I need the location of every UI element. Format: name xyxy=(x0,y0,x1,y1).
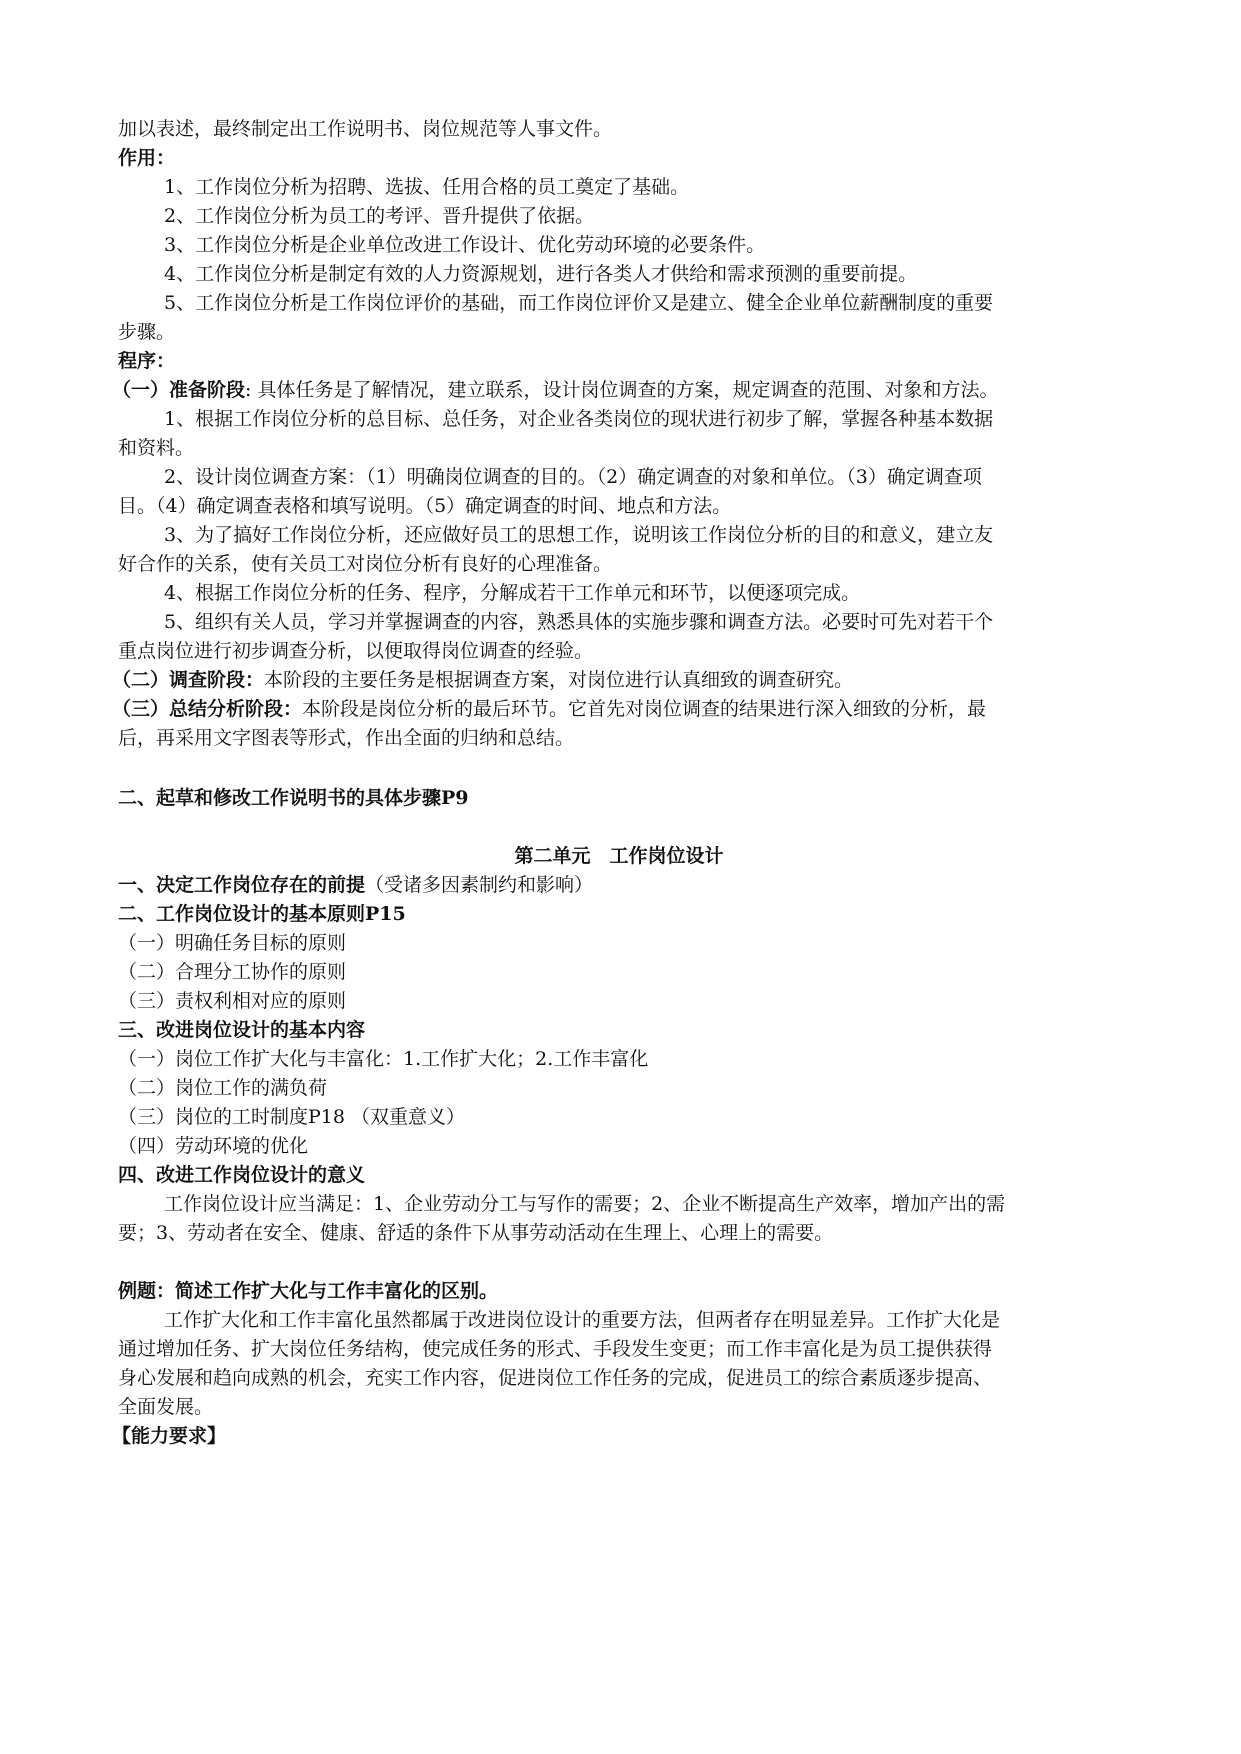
text-line: 通过增加任务、扩大岗位任务结构，使完成任务的形式、手段发生变更；而工作丰富化是为员工提供获得 xyxy=(118,1338,993,1360)
text-line: 好合作的关系，使有关员工对岗位分析有良好的心理准备。 xyxy=(118,553,613,575)
example-heading: 例题：简述工作扩大化与工作丰富化的区别。 xyxy=(118,1280,499,1302)
text-line: 4、根据工作岗位分析的任务、程序，分解成若干工作单元和环节，以便逐项完成。 xyxy=(164,582,861,604)
text-line: 4、工作岗位分析是制定有效的人力资源规划，进行各类人才供给和需求预测的重要前提。 xyxy=(164,263,918,285)
list-item: （一）岗位工作扩大化与丰富化：1.工作扩大化；2.工作丰富化 xyxy=(118,1048,649,1070)
text-line: 步骤。 xyxy=(118,321,176,343)
text-line xyxy=(118,872,593,898)
stage-label: （一）准备阶段 xyxy=(112,379,246,401)
text-line: 后，再采用文字图表等形式，作出全面的归纳和总结。 xyxy=(118,727,575,749)
section-heading: 一、决定工作岗位存在的前提 xyxy=(118,874,366,896)
text-line: 要；3、劳动者在安全、健康、舒适的条件下从事劳动活动在生理上、心理上的需要。 xyxy=(118,1222,834,1244)
text-line: 5、工作岗位分析是工作岗位评价的基础，而工作岗位评价又是建立、健全企业单位薪酬制度的重要 xyxy=(164,292,994,314)
text-line: 全面发展。 xyxy=(118,1396,214,1418)
text-line: 5、组织有关人员，学习并掌握调查的内容，熟悉具体的实施步骤和调查方法。必要时可先对若干个 xyxy=(164,611,994,633)
stage-label: （三）总结分析阶段： xyxy=(112,698,303,720)
list-item: （三）责权利相对应的原则 xyxy=(118,990,347,1012)
text-line: 工作扩大化和工作丰富化虽然都属于改进岗位设计的重要方法，但两者存在明显差异。工作扩大化是 xyxy=(164,1309,1001,1331)
text-line xyxy=(112,377,998,403)
text-line: 1、工作岗位分析为招聘、选拔、任用合格的员工奠定了基础。 xyxy=(164,176,690,198)
list-item: （三）岗位的工时制度P18 （双重意义） xyxy=(118,1106,466,1128)
unit-title: 第二单元 工作岗位设计 xyxy=(514,845,724,867)
ability-heading: 【能力要求】 xyxy=(112,1425,227,1447)
text-line: 身心发展和趋向成熟的机会，充实工作内容，促进岗位工作任务的完成，促进员工的综合素质逐步提高、 xyxy=(118,1367,993,1389)
text-line: 目。（4）确定调查表格和填写说明。（5）确定调查的时间、地点和方法。 xyxy=(118,495,732,517)
section-heading: 四、改进工作岗位设计的意义 xyxy=(118,1164,366,1186)
text-line: 3、工作岗位分析是企业单位改进工作设计、优化劳动环境的必要条件。 xyxy=(164,234,766,256)
list-item: （一）明确任务目标的原则 xyxy=(118,932,347,954)
heading-procedure: 程序： xyxy=(118,350,176,372)
text-line: 工作岗位设计应当满足：1、企业劳动分工与写作的需要；2、企业不断提高生产效率，增加产出的需 xyxy=(164,1193,1006,1215)
text-line: 2、工作岗位分析为员工的考评、晋升提供了依据。 xyxy=(164,205,595,227)
text-line: 重点岗位进行初步调查分析，以便取得岗位调查的经验。 xyxy=(118,640,594,662)
text-line: 3、为了搞好工作岗位分析，还应做好员工的思想工作，说明该工作岗位分析的目的和意义，建立友 xyxy=(164,524,994,546)
text-line: 加以表述，最终制定出工作说明书、岗位规范等人事文件。 xyxy=(118,118,613,140)
section-heading: 二、工作岗位设计的基本原则P15 xyxy=(118,903,406,925)
list-item: （二）岗位工作的满负荷 xyxy=(118,1077,328,1099)
list-item: （二）合理分工协作的原则 xyxy=(118,961,347,983)
section-heading: 三、改进岗位设计的基本内容 xyxy=(118,1019,366,1041)
stage-text: 本阶段是岗位分析的最后环节。它首先对岗位调查的结果进行深入细致的分析，最 xyxy=(302,698,987,720)
text-line xyxy=(112,696,986,722)
text-line xyxy=(112,667,853,693)
list-item: （四）劳动环境的优化 xyxy=(118,1135,309,1157)
text-line: 2、设计岗位调查方案：（1）明确岗位调查的目的。（2）确定调查的对象和单位。（3）确定调查项 xyxy=(164,466,982,488)
stage-label: （二）调查阶段： xyxy=(112,669,265,691)
text-line: 1、根据工作岗位分析的总目标、总任务，对企业各类岗位的现状进行初步了解，掌握各种基本数据 xyxy=(164,408,994,430)
stage-text: 本阶段的主要任务是根据调查方案，对岗位进行认真细致的调查研究。 xyxy=(264,669,854,691)
stage-text: : 具体任务是了解情况，建立联系，设计岗位调查的方案，规定调查的范围、对象和方法。 xyxy=(245,379,999,401)
text-line: 和资料。 xyxy=(118,437,195,459)
heading-function: 作用： xyxy=(118,147,176,169)
section-heading: 二、起草和修改工作说明书的具体步骤P9 xyxy=(118,787,469,809)
section-note: （受诸多因素制约和影响） xyxy=(365,874,594,896)
